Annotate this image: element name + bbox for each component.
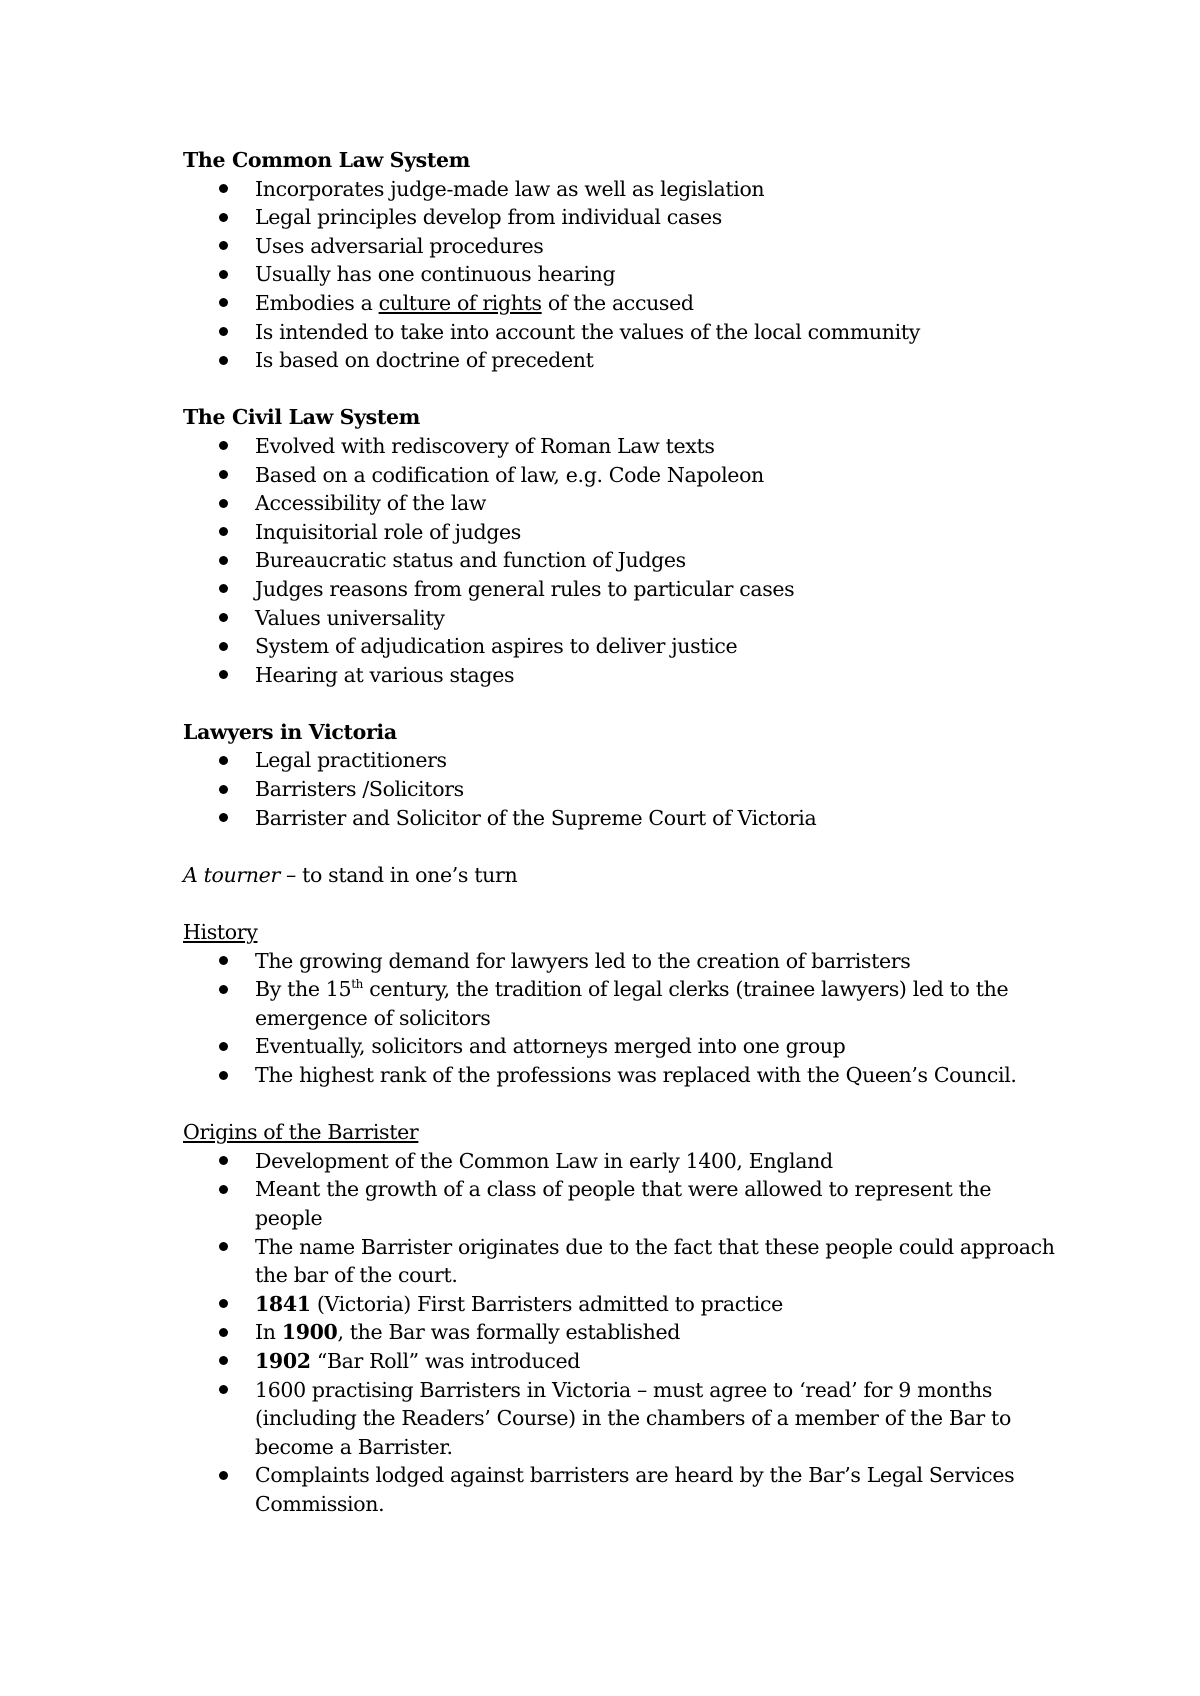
bullet-icon bbox=[219, 1318, 239, 1347]
bullet-icon bbox=[219, 775, 239, 804]
origins-heading: Origins of the Barrister bbox=[183, 1120, 419, 1145]
list-item: 1600 practising Barristers in Victoria – must agree to ‘read’ for 9 months (including the Readers’ Course) in the chambers of a member of the Bar to become a Barrister. bbox=[183, 1376, 1063, 1462]
list-item: Accessibility of the law bbox=[183, 489, 1063, 518]
list-item: The highest rank of the professions was replaced with the Queen’s Council. bbox=[183, 1061, 1063, 1090]
history-list bbox=[183, 947, 1063, 1090]
list-item: Is based on doctrine of precedent bbox=[183, 346, 1063, 375]
bullet-icon bbox=[219, 318, 239, 347]
list-item: Hearing at various stages bbox=[183, 661, 1063, 690]
bullet-icon bbox=[219, 1175, 239, 1204]
bullet-icon bbox=[219, 1032, 239, 1061]
list-item: 1841 (Victoria) First Barristers admitted to practice bbox=[183, 1290, 1063, 1319]
bullet-icon bbox=[219, 232, 239, 261]
list-item: Incorporates judge-made law as well as legislation bbox=[183, 175, 1063, 204]
list-item: Bureaucratic status and function of Judges bbox=[183, 546, 1063, 575]
bullet-icon bbox=[219, 461, 239, 490]
bullet-icon bbox=[219, 289, 239, 318]
document-page bbox=[183, 146, 1063, 1519]
list-item: Legal practitioners bbox=[183, 746, 1063, 775]
bullet-icon bbox=[219, 203, 239, 232]
bullet-icon bbox=[219, 947, 239, 976]
bullet-icon bbox=[219, 661, 239, 690]
bullet-icon bbox=[219, 746, 239, 775]
list-item: In 1900, the Bar was formally established bbox=[183, 1318, 1063, 1347]
list-item: Values universality bbox=[183, 604, 1063, 633]
list-item: Barristers /Solicitors bbox=[183, 775, 1063, 804]
civil-law-list bbox=[183, 432, 1063, 689]
culture-of-rights-text: culture of rights bbox=[378, 290, 542, 315]
list-item: System of adjudication aspires to deliver justice bbox=[183, 632, 1063, 661]
bullet-icon bbox=[219, 575, 239, 604]
list-item: Eventually, solicitors and attorneys merged into one group bbox=[183, 1032, 1063, 1061]
bullet-icon bbox=[219, 489, 239, 518]
list-item: Is intended to take into account the values of the local community bbox=[183, 318, 1063, 347]
list-item: The growing demand for lawyers led to the creation of barristers bbox=[183, 947, 1063, 976]
common-law-heading: The Common Law System bbox=[183, 148, 471, 172]
lawyers-heading: Lawyers in Victoria bbox=[183, 719, 397, 744]
bullet-icon bbox=[219, 546, 239, 575]
list-item: Inquisitorial role of judges bbox=[183, 518, 1063, 547]
origins-list bbox=[183, 1147, 1063, 1519]
list-item: The name Barrister originates due to the fact that these people could approach the bar of the court. bbox=[183, 1233, 1063, 1290]
bullet-icon bbox=[219, 346, 239, 375]
list-item: Embodies a culture of rights of the accused bbox=[183, 289, 1063, 318]
list-item: Usually has one continuous hearing bbox=[183, 260, 1063, 289]
bullet-icon bbox=[219, 1061, 239, 1090]
list-item: Judges reasons from general rules to particular cases bbox=[183, 575, 1063, 604]
tourner-definition: A tourner – to stand in one’s turn bbox=[183, 862, 518, 887]
bullet-icon bbox=[219, 804, 239, 833]
list-item: Meant the growth of a class of people that were allowed to represent the people bbox=[183, 1175, 1063, 1232]
list-item: 1902 “Bar Roll” was introduced bbox=[183, 1347, 1063, 1376]
bullet-icon bbox=[219, 175, 239, 204]
civil-law-heading: The Civil Law System bbox=[183, 405, 421, 430]
list-item: Development of the Common Law in early 1400, England bbox=[183, 1147, 1063, 1176]
bullet-icon bbox=[219, 1347, 239, 1376]
history-heading: History bbox=[183, 920, 258, 945]
bullet-icon bbox=[219, 632, 239, 661]
list-item: Barrister and Solicitor of the Supreme Court of Victoria bbox=[183, 804, 1063, 833]
bullet-icon bbox=[219, 604, 239, 633]
list-item: Evolved with rediscovery of Roman Law texts bbox=[183, 432, 1063, 461]
bullet-icon bbox=[219, 1233, 239, 1262]
bullet-icon bbox=[219, 432, 239, 461]
list-item: Complaints lodged against barristers are heard by the Bar’s Legal Services Commission. bbox=[183, 1461, 1063, 1518]
list-item: Based on a codification of law, e.g. Code Napoleon bbox=[183, 461, 1063, 490]
bullet-icon bbox=[219, 518, 239, 547]
lawyers-list bbox=[183, 746, 1063, 832]
bullet-icon bbox=[219, 1147, 239, 1176]
bullet-icon bbox=[219, 1290, 239, 1319]
bullet-icon bbox=[219, 260, 239, 289]
common-law-list bbox=[183, 175, 1063, 375]
bullet-icon bbox=[219, 1376, 239, 1405]
list-item: By the 15th century, the tradition of legal clerks (trainee lawyers) led to the emergence of solicitors bbox=[183, 975, 1063, 1032]
list-item: Uses adversarial procedures bbox=[183, 232, 1063, 261]
bullet-icon bbox=[219, 975, 239, 1004]
list-item: Legal principles develop from individual cases bbox=[183, 203, 1063, 232]
bullet-icon bbox=[219, 1461, 239, 1490]
tourner-term: A tourner bbox=[183, 862, 280, 887]
